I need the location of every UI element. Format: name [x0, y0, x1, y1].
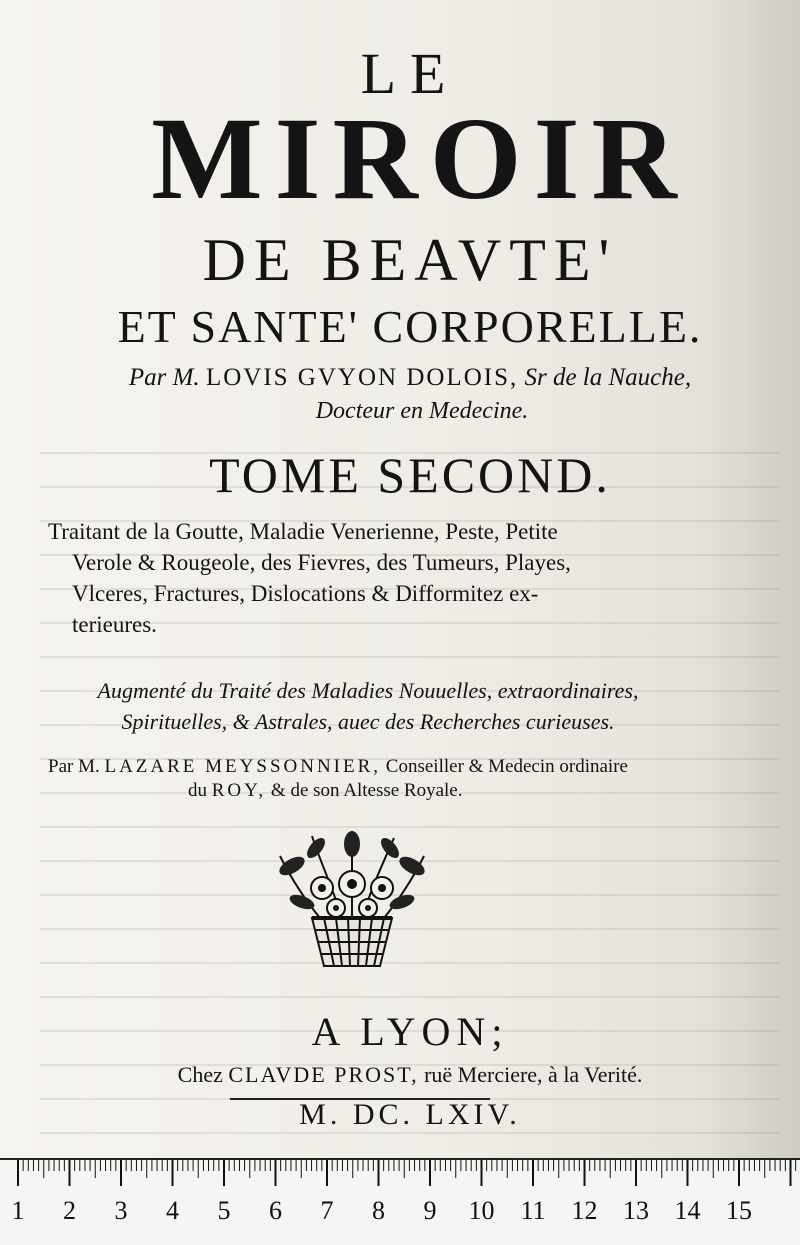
augmente-line: Augmenté du Traité des Maladies Nouuelles, extraordinaires,	[97, 678, 639, 703]
traitant-line: Verole & Rougeole, des Fievres, des Tumeurs, Playes,	[72, 550, 571, 575]
traitant-line: Vlceres, Fractures, Dislocations & Difformitez ex-	[72, 581, 539, 606]
augmente-line: Spirituelles, & Astrales, auec des Recherches curieuses.	[121, 709, 615, 734]
title-sante-corporelle: ET SANTE' CORPORELLE.	[117, 301, 703, 352]
editor-line-1	[48, 755, 708, 779]
title-miroir: MIROIR	[151, 93, 689, 224]
ruler-number: 2	[63, 1196, 76, 1225]
imprint-printer-line	[30, 1062, 790, 1088]
augmente-paragraph	[48, 675, 668, 737]
flower-basket-ornament	[272, 826, 432, 976]
imprint-printer: CLAVDE PROST,	[228, 1062, 419, 1087]
ruler-number: 12	[571, 1196, 598, 1225]
ruler-number: 7	[320, 1196, 334, 1225]
traitant-line: terieures.	[72, 612, 157, 637]
author-role: Docteur en Medecine.	[315, 398, 529, 424]
editor-paragraph	[48, 755, 708, 803]
imprint-address: ruë Merciere, à la Verité.	[418, 1062, 643, 1087]
tome-heading: TOME SECOND.	[209, 447, 611, 503]
ruler-number: 4	[166, 1196, 179, 1225]
author-par: Par M.	[128, 364, 206, 391]
measuring-ruler	[0, 1158, 800, 1245]
editor-par: Par M.	[48, 756, 105, 777]
title-le: LE	[360, 41, 460, 106]
ruler-ticks	[0, 1160, 800, 1200]
imprint-city: A LYON;	[311, 1009, 509, 1054]
ruler-number: 3	[114, 1196, 128, 1225]
imprint-date: M. DC. LXIV.	[299, 1098, 521, 1131]
author-suffix: Sr de la Nauche,	[518, 364, 692, 391]
editor-du: du	[188, 780, 212, 801]
ruler-number: 8	[372, 1196, 385, 1225]
editor-roy: ROY,	[211, 780, 267, 801]
ruler-number: 14	[674, 1196, 701, 1225]
title-de-beaute: DE BEAVTE'	[202, 227, 618, 293]
ruler-number: 11	[520, 1196, 546, 1225]
traitant-line: Traitant de la Goutte, Maladie Venerienne, Peste, Petite	[48, 519, 558, 544]
traitant-paragraph	[48, 516, 668, 640]
imprint-chez: Chez	[177, 1062, 229, 1087]
editor-name: LAZARE MEYSSONNIER,	[104, 756, 382, 777]
author-name: LOVIS GVYON DOLOIS,	[205, 364, 519, 391]
editor-title: Conseiller & Medecin ordinaire	[381, 756, 628, 777]
ruler-number: 15	[726, 1196, 752, 1225]
ruler-number: 10	[468, 1196, 495, 1225]
editor-line-2	[48, 779, 708, 803]
ruler-number: 13	[623, 1196, 649, 1225]
ruler-number: 5	[217, 1196, 231, 1225]
ruler-number: 6	[269, 1196, 282, 1225]
ruler-number: 1	[11, 1196, 25, 1225]
author-line	[30, 364, 790, 392]
editor-altesse: & de son Altesse Royale.	[266, 780, 463, 801]
ruler-number: 9	[423, 1196, 437, 1225]
